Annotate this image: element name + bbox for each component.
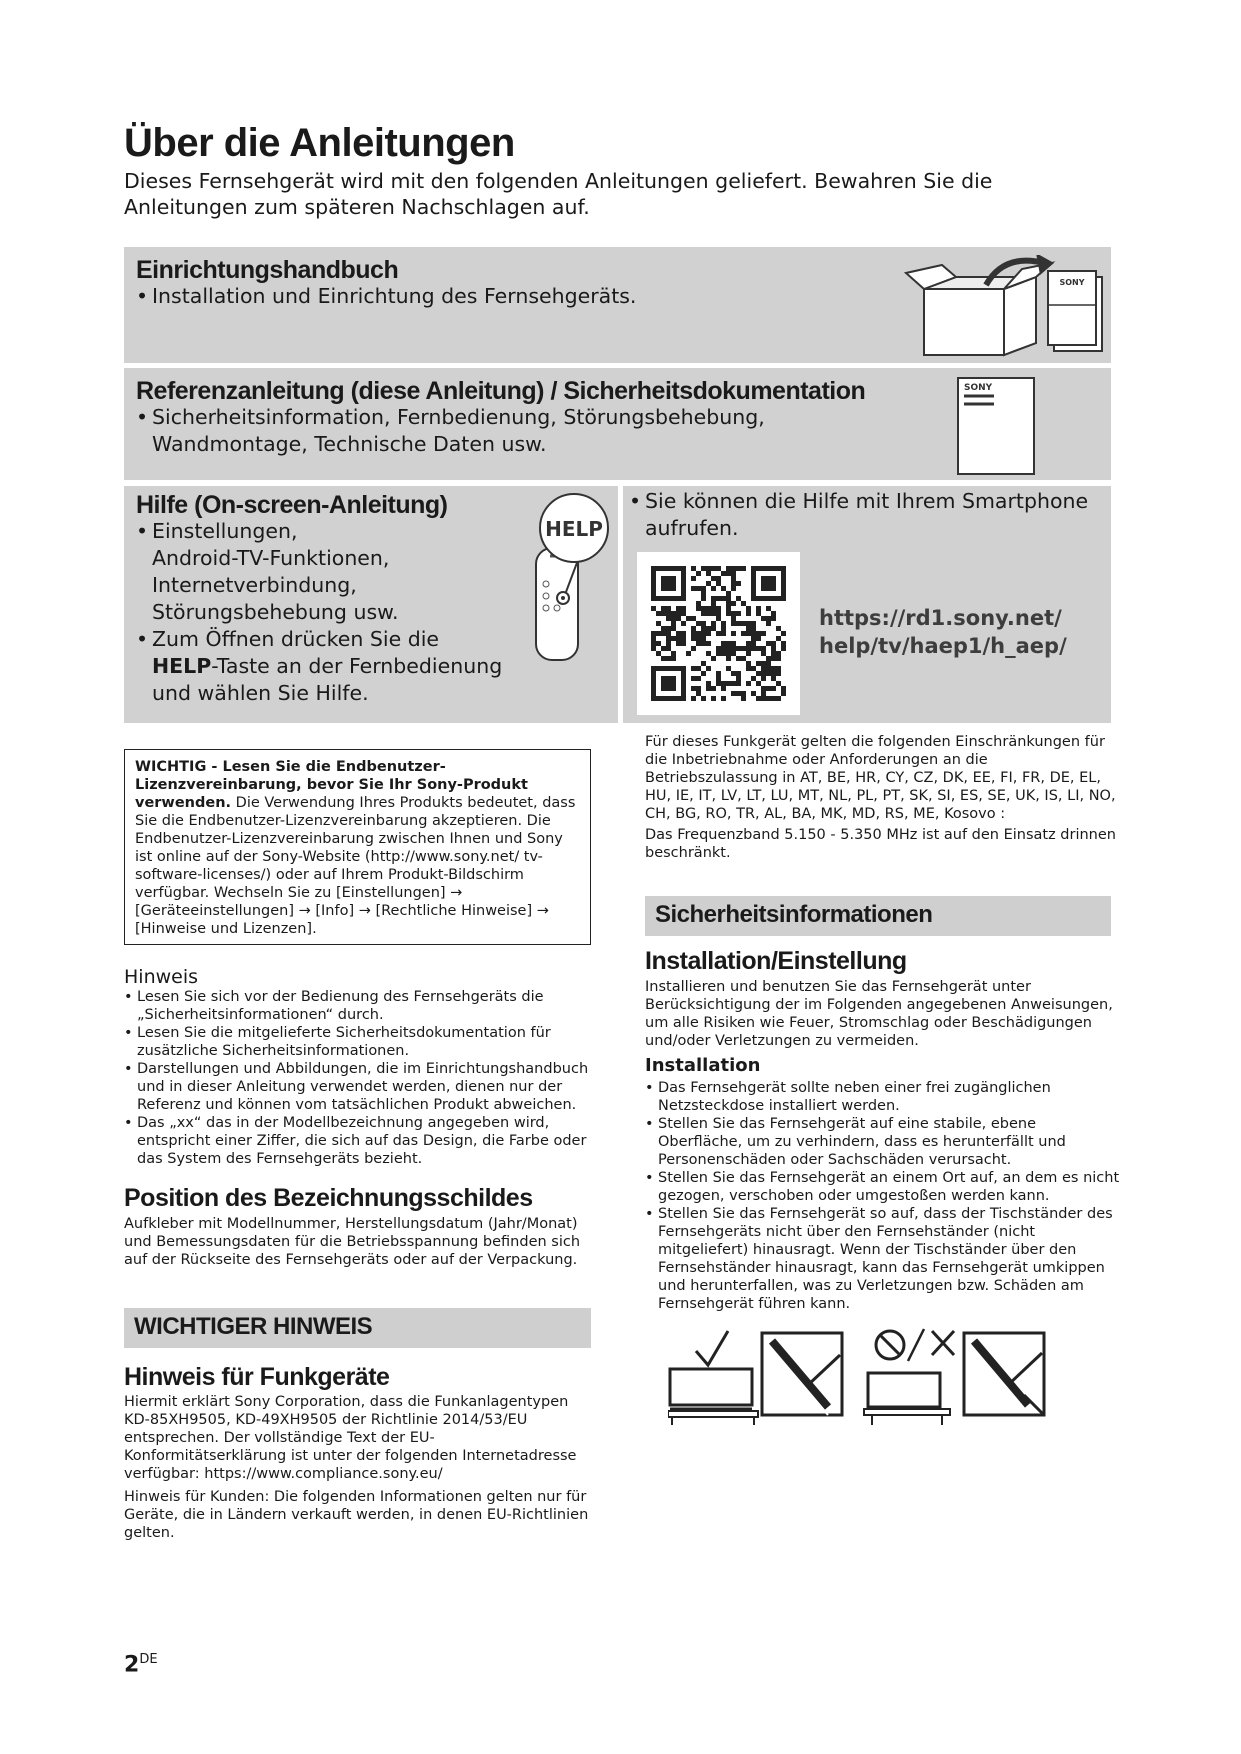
reference-guide-heading: Referenzanleitung (diese Anleitung) / Sicherheitsdokumentation: [136, 377, 866, 405]
manual-illustration: [956, 376, 1036, 476]
safety-info-bar: Sicherheitsinformationen: [645, 896, 1111, 936]
installation-list: [645, 1079, 1120, 1313]
page-title: Über die Anleitungen: [124, 121, 515, 165]
help-line: Internetverbindung,: [152, 573, 357, 597]
hinweis-item: • Lesen Sie sich vor der Bedienung des Fernsehgeräts die „Sicherheitsinformationen“ durch.: [124, 988, 591, 1024]
help-panel: [124, 486, 618, 723]
help-heading: Hilfe (On-screen-Anleitung): [136, 491, 448, 519]
intro-text: Dieses Fernsehgerät wird mit den folgenden Anleitungen geliefert. Bewahren Sie die Anleitungen zum späteren Nachschlagen auf.: [124, 169, 993, 219]
page-number-value: 2: [124, 1652, 140, 1678]
hinweis-heading: Hinweis: [124, 966, 199, 988]
installation-item: • Stellen Sie das Fernsehgerät so auf, dass der Tischständer des Fernsehgeräts nicht über den Fernsehständer (nicht mitgeliefert) hinausragt. Wenn der Tischständer über den Fernsehständer hinausragt, kann das Fernsehgerät umkippen und herunterfallen, was zu Verletzungen bzw. Schäden am Fernsehgerät führen kann.: [645, 1205, 1120, 1313]
funk-heading: Hinweis für Funkgeräte: [124, 1363, 390, 1391]
license-bold: WICHTIG - Lesen Sie die Endbenutzer-Lizenzvereinbarung, bevor Sie Ihr Sony-Produkt verwenden.: [135, 759, 528, 811]
help-line: • Einstellungen,: [152, 519, 298, 543]
hinweis-item: • Lesen Sie die mitgelieferte Sicherheitsdokumentation für zusätzliche Sicherheitsinformationen.: [124, 1024, 591, 1060]
manual-brand: SONY: [964, 383, 993, 393]
page-number: [124, 1652, 158, 1677]
installation-item: • Stellen Sie das Fernsehgerät an einem Ort auf, an dem es nicht gezogen, verschoben oder umgestoßen werden kann.: [645, 1169, 1120, 1205]
help-bullet-2: [136, 626, 516, 707]
installation-item: • Das Fernsehgerät sollte neben einer frei zugänglichen Netzsteckdose installiert werden.: [645, 1079, 1120, 1115]
help-line-rest: -Taste an der Fernbedienung: [211, 654, 503, 678]
help-smartphone-panel: [623, 486, 1111, 723]
setup-box-brand: SONY: [1059, 278, 1085, 287]
help-line: Störungsbehebung usw.: [152, 600, 399, 624]
page-lang: DE: [139, 1652, 158, 1667]
restrictions-text: Für dieses Funkgerät gelten die folgenden Einschränkungen für die Inbetriebnahme oder Anforderungen an die Betriebszulassung in AT, BE, HR, CY, CZ, DK, EE, FI, FR, DE, EL, HU, IE, IT, LV, LT, LU, MT, NL, PL, PT, SK, SI, ES, SE, UK, IS, LI, NO, CH, BG, RO, TR, AL, BA, MK, MD, RS, ME, Kosovo :: [645, 734, 1116, 822]
smartphone-bullet: • Sie können die Hilfe mit Ihrem Smartphone aufrufen.: [629, 488, 1105, 542]
help-key: HELP: [152, 654, 212, 678]
help-bullets: [136, 518, 516, 707]
hinweis-list: [124, 988, 591, 1168]
qr-code[interactable]: [651, 566, 786, 701]
help-url-line: help/tv/haep1/h_aep/: [819, 634, 1067, 658]
qr-code-card: [637, 552, 800, 715]
installation-item: • Stellen Sie das Fernsehgerät auf eine stabile, ebene Oberfläche, um zu verhindern, dass es herunterfällt und Personenschäden oder Sachschäden verursacht.: [645, 1115, 1120, 1169]
setup-guide-heading: Einrichtungshandbuch: [136, 256, 399, 284]
help-button-label: HELP: [545, 517, 603, 541]
help-bullet-1: [136, 518, 516, 626]
help-line: und wählen Sie Hilfe.: [152, 681, 369, 705]
install-text: Installieren und benutzen Sie das Fernsehgerät unter Berücksichtigung der im Folgenden angegebenen Anweisungen, um alle Risiken wie Feuer, Stromschlag oder Beschädigungen und/oder Verletzungen zu vermeiden.: [645, 979, 1113, 1049]
help-line: [152, 653, 516, 680]
reference-guide-panel: [124, 368, 1111, 480]
install-heading: Installation/Einstellung: [645, 947, 907, 975]
setup-box-illustration: [904, 255, 1104, 359]
hinweis-item: • Darstellungen und Abbildungen, die im Einrichtungshandbuch und in dieser Anleitung verwendet werden, dienen nur der Referenz und können vom tatsächlichen Produkt abweichen.: [124, 1060, 591, 1114]
setup-guide-bullet: • Installation und Einrichtung des Fernsehgeräts.: [136, 283, 852, 310]
funk-text: Hiermit erklärt Sony Corporation, dass die Funkanlagentypen KD-85XH9505, KD-49XH9505 der Richtlinie 2014/53/EU entsprechen. Der vollständige Text der EU-Konformitätserklärung ist unter der folgenden Internetadresse verfügbar: https://www.compliance.sony.eu/: [124, 1394, 577, 1482]
help-line: • Zum Öffnen drücken Sie die: [152, 627, 440, 651]
remote-control-illustration: [526, 492, 612, 662]
position-heading: Position des Bezeichnungsschildes: [124, 1184, 533, 1212]
tv-stand-illustration: [668, 1325, 1108, 1425]
help-line: Android-TV-Funktionen,: [152, 546, 390, 570]
help-url[interactable]: [819, 604, 1067, 660]
reference-guide-bullet: • Sicherheitsinformation, Fernbedienung, Störungsbehebung, Wandmontage, Technische Daten usw.: [136, 404, 912, 458]
position-text: Aufkleber mit Modellnummer, Herstellungsdatum (Jahr/Monat) und Bemessungsdaten für die Betriebsspannung befinden sich auf der Rückseite des Fernsehgeräts oder auf der Verpackung.: [124, 1216, 581, 1268]
setup-guide-panel: [124, 247, 1111, 363]
check-icon: [696, 1331, 728, 1365]
important-notice-bar: WICHTIGER HINWEIS: [124, 1308, 591, 1348]
frequency-text: Das Frequenzband 5.150 - 5.350 MHz ist auf den Einsatz drinnen beschränkt.: [645, 827, 1116, 861]
hinweis-item: • Das „xx“ das in der Modellbezeichnung angegeben wird, entspricht einer Ziffer, die sich auf das Design, die Farbe oder das System des Fernsehgeräts bezieht.: [124, 1114, 591, 1168]
license-text: Die Verwendung Ihres Produkts bedeutet, dass Sie die Endbenutzer-Lizenzvereinbarung akzeptieren. Die Endbenutzer-Lizenzvereinbarung zwischen Ihnen und Sony ist online auf der Sony-Website (http://www.sony.net/ tv-software-licenses/) oder auf Ihrem Produkt-Bildschirm verfügbar. Wechseln Sie zu [Einstellungen] → [Geräteeinstellungen] → [Info] → [Rechtliche Hinweise] → [Hinweise und Lizenzen].: [135, 795, 576, 937]
license-box: [124, 749, 591, 945]
help-url-line: https://rd1.sony.net/: [819, 606, 1062, 630]
installation-subheading: Installation: [645, 1055, 761, 1076]
funk-customer-text: Hinweis für Kunden: Die folgenden Informationen gelten nur für Geräte, die in Ländern verkauft werden, in denen EU-Richtlinien gelten.: [124, 1489, 589, 1541]
